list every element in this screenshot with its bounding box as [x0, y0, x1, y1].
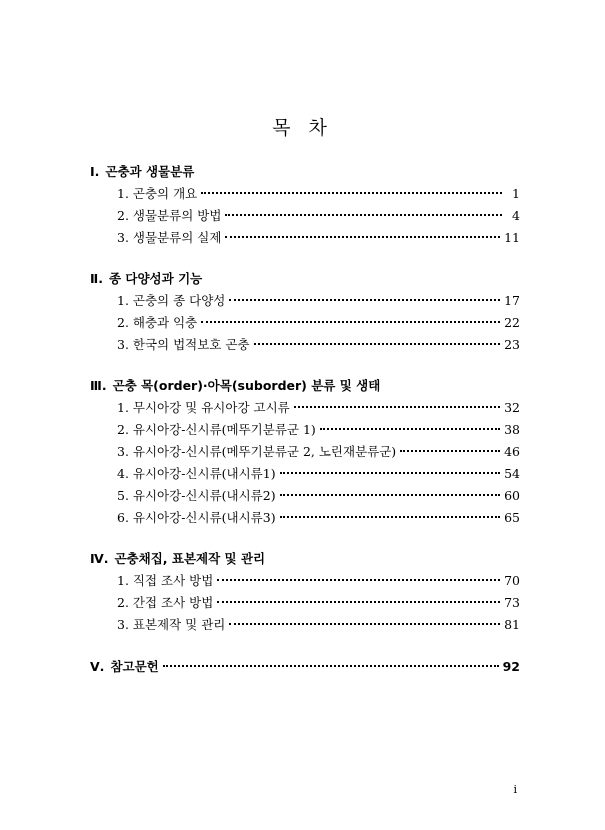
dot-leader: [201, 192, 502, 194]
entry-page: 54: [504, 466, 520, 481]
dot-leader: [217, 601, 500, 603]
entry-label: 2. 간접 조사 방법: [117, 595, 214, 610]
toc-entry[interactable]: [90, 485, 520, 507]
dot-leader: [280, 516, 501, 518]
entry-page: 1: [512, 186, 520, 201]
toc-section-5: [90, 656, 520, 678]
entry-page: 11: [504, 230, 520, 245]
toc-entry[interactable]: [90, 419, 520, 441]
dot-leader: [294, 406, 500, 408]
toc-entry[interactable]: [90, 592, 520, 614]
entry-label: 3. 생물분류의 실제: [117, 230, 222, 245]
section-heading[interactable]: [90, 548, 520, 570]
dot-leader: [163, 665, 499, 667]
dot-leader: [280, 494, 501, 496]
dot-leader: [280, 472, 501, 474]
entry-label: 4. 유시아강-신시류(내시류1): [117, 466, 276, 481]
dot-leader: [225, 214, 502, 216]
toc-entry[interactable]: [90, 205, 520, 227]
dot-leader: [225, 236, 500, 238]
section-title: 곤충 목(order)·아목(suborder) 분류 및 생태: [112, 378, 381, 393]
section-title: 곤충채집, 표본제작 및 관리: [114, 551, 266, 566]
toc-entry[interactable]: [90, 570, 520, 592]
toc-entry[interactable]: [90, 227, 520, 249]
page-title: 목 차: [272, 117, 333, 139]
dot-leader: [320, 428, 500, 430]
section-heading[interactable]: [90, 375, 520, 397]
entry-page: 73: [504, 595, 520, 610]
dot-leader: [217, 579, 500, 581]
toc-section-1: [90, 161, 520, 249]
dot-leader: [201, 321, 500, 323]
toc-entry[interactable]: [90, 507, 520, 529]
section-title: 참고문헌: [110, 659, 159, 674]
toc-section-4: [90, 548, 520, 636]
toc-entry[interactable]: [90, 441, 520, 463]
toc-section-3: [90, 375, 520, 529]
toc-entry[interactable]: [90, 334, 520, 356]
section-numeral: Ⅲ.: [90, 378, 107, 393]
entry-label: 2. 해충과 익충: [117, 315, 198, 330]
entry-page: 70: [504, 573, 520, 588]
dot-leader: [400, 450, 500, 452]
entry-label: 1. 무시아강 및 유시아강 고시류: [117, 400, 290, 415]
section-numeral: Ⅰ.: [90, 164, 100, 179]
entry-label: 1. 곤충의 개요: [117, 186, 198, 201]
entry-label: 1. 직접 조사 방법: [117, 573, 214, 588]
dot-leader: [254, 343, 501, 345]
toc-entry-references[interactable]: [90, 656, 520, 678]
entry-label: 3. 한국의 법적보호 곤충: [117, 337, 250, 352]
entry-page: 65: [504, 510, 520, 525]
entry-label: 3. 유시아강-신시류(메뚜기분류군 2, 노린재분류군): [117, 444, 397, 459]
entry-page: 46: [504, 444, 520, 459]
section-heading[interactable]: [90, 268, 520, 290]
section-heading[interactable]: [90, 161, 520, 183]
toc-entry[interactable]: [90, 463, 520, 485]
entry-label: 2. 유시아강-신시류(메뚜기분류군 1): [117, 422, 316, 437]
section-numeral: Ⅱ.: [90, 271, 103, 286]
entry-page: 17: [504, 293, 520, 308]
toc-entry[interactable]: [90, 397, 520, 419]
dot-leader: [229, 623, 500, 625]
entry-page: 22: [504, 315, 520, 330]
toc-entry[interactable]: [90, 312, 520, 334]
toc-entry[interactable]: [90, 183, 520, 205]
entry-label: 3. 표본제작 및 관리: [117, 617, 226, 632]
entry-label: 6. 유시아강-신시류(내시류3): [117, 510, 276, 525]
section-title: 곤충과 생물분류: [105, 164, 195, 179]
section-numeral: Ⅳ.: [90, 551, 109, 566]
toc-section-2: [90, 268, 520, 356]
entry-page: 81: [504, 617, 520, 632]
toc-entry[interactable]: [90, 614, 520, 636]
entry-page: 4: [512, 208, 520, 223]
entry-page: 32: [504, 400, 520, 415]
entry-page: 38: [504, 422, 520, 437]
section-title: 종 다양성과 기능: [108, 271, 203, 286]
toc-entry[interactable]: [90, 290, 520, 312]
page-number: i: [513, 783, 517, 796]
entry-label: 5. 유시아강-신시류(내시류2): [117, 488, 276, 503]
entry-page: 92: [502, 659, 520, 674]
entry-page: 60: [504, 488, 520, 503]
dot-leader: [229, 299, 500, 301]
section-numeral: Ⅴ.: [90, 659, 105, 674]
entry-page: 23: [504, 337, 520, 352]
entry-label: 2. 생물분류의 방법: [117, 208, 222, 223]
entry-label: 1. 곤충의 종 다양성: [117, 293, 226, 308]
